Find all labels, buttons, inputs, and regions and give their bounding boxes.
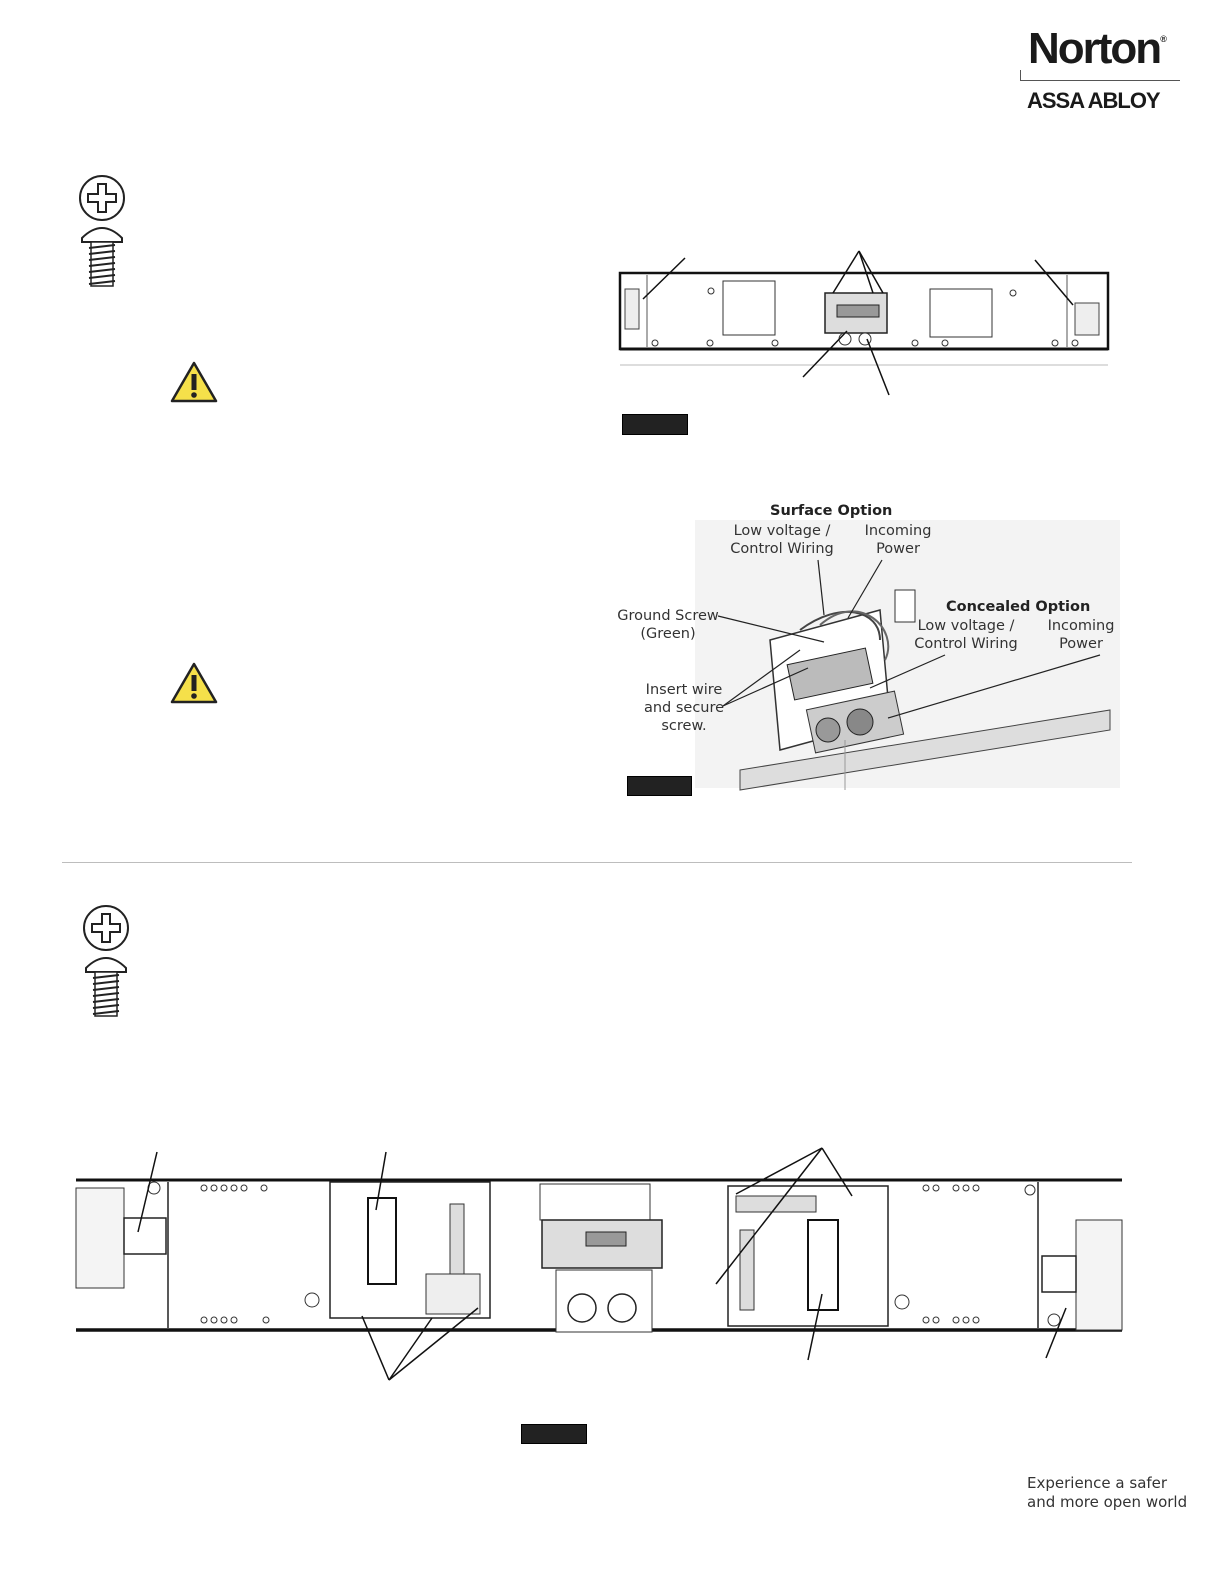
- brand-tagline: [1027, 1474, 1187, 1512]
- insert-wire-label: [636, 681, 732, 735]
- figure-label: [521, 1424, 587, 1444]
- logo-rule-tick: [1020, 70, 1021, 80]
- concealed-low-voltage-line1: Low voltage /: [917, 618, 1015, 634]
- tagline-line2: and more open world: [1027, 1493, 1188, 1511]
- insert-wire-line1: Insert wire: [645, 682, 723, 698]
- phillips-screw-icon: [82, 902, 134, 1022]
- surface-option-title: Surface Option: [770, 503, 893, 519]
- concealed-incoming-line2: Power: [1059, 636, 1103, 652]
- surface-incoming-line2: Power: [876, 541, 920, 557]
- operator-header-diagram-top: [615, 245, 1115, 395]
- norton-logo: Norton®: [1028, 24, 1167, 73]
- tagline-line1: Experience a safer: [1027, 1474, 1168, 1492]
- surface-low-voltage-line1: Low voltage /: [733, 523, 831, 539]
- concealed-low-voltage-line2: Control Wiring: [914, 636, 1018, 652]
- surface-incoming-power-label: [858, 522, 938, 558]
- operator-header-diagram-bottom: [76, 1120, 1124, 1390]
- assa-abloy-logo: ASSA ABLOY: [1027, 88, 1160, 113]
- section-divider: [62, 862, 1132, 863]
- insert-wire-line3: screw.: [661, 718, 707, 734]
- insert-wire-line2: and secure: [643, 700, 725, 716]
- warning-triangle-icon: [170, 662, 218, 704]
- ground-screw-line1: Ground Screw: [617, 608, 719, 624]
- phillips-screw-icon: [78, 172, 130, 292]
- surface-low-voltage-label: [722, 522, 842, 558]
- concealed-incoming-line1: Incoming: [1047, 618, 1115, 634]
- concealed-option-title: Concealed Option: [946, 599, 1091, 615]
- concealed-low-voltage-label: [905, 617, 1027, 653]
- ground-screw-label: [612, 607, 724, 643]
- figure-label: [622, 414, 688, 435]
- concealed-incoming-power-label: [1040, 617, 1122, 653]
- ground-screw-line2: (Green): [640, 626, 696, 642]
- figure-label: [627, 776, 692, 796]
- surface-incoming-line1: Incoming: [864, 523, 932, 539]
- warning-triangle-icon: [170, 361, 218, 403]
- surface-low-voltage-line2: Control Wiring: [730, 541, 834, 557]
- logo-rule: [1020, 80, 1180, 81]
